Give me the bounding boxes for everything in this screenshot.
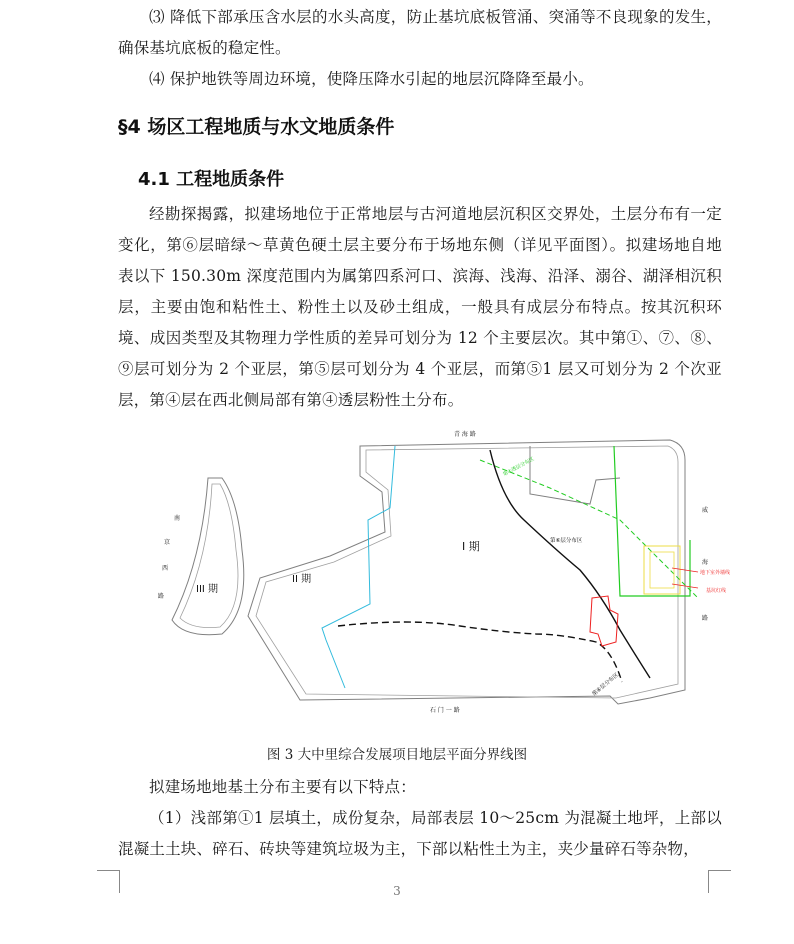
stratum-boundary-map bbox=[150, 420, 750, 740]
paragraph-fill-layer: （1）浅部第①1 层填土，成份复杂，局部表层 10～25cm 为混凝土地坪，上部以混凝土土块、碎石、砖块等建筑垃圾为主，下部以粘性土为主，夹少量碎石等杂物， bbox=[118, 809, 722, 858]
zone-label-south: 第⑥层分布区 bbox=[591, 672, 621, 698]
subsection-title: 4.1 工程地质条件 bbox=[138, 169, 285, 190]
road-west-1: 南 bbox=[174, 515, 181, 522]
section-title: §4 场区工程地质与水文地质条件 bbox=[118, 116, 395, 138]
zone-label: 第⑥层分布区 bbox=[550, 538, 583, 544]
phase-3-inner-outline bbox=[180, 484, 238, 628]
road-west-4: 路 bbox=[158, 593, 165, 600]
phase-3-label: III 期 bbox=[196, 584, 219, 595]
page-number: 3 bbox=[393, 884, 401, 898]
paragraph-features: 拟建场地地基土分布主要有以下特点： bbox=[149, 778, 416, 796]
yellow-building-inner bbox=[650, 552, 674, 588]
road-east-3: 路 bbox=[702, 615, 709, 622]
yellow-building bbox=[644, 546, 680, 594]
zone-boundary-dashed bbox=[338, 622, 622, 682]
site-inner-outline bbox=[256, 446, 678, 698]
phase-2-label: II 期 bbox=[292, 574, 312, 585]
site-notch bbox=[530, 446, 620, 504]
red-label-1: 地下室外墙线 bbox=[700, 570, 731, 576]
paragraph-item-3: ⑶ 降低下部承压含水层的水头高度，防止基坑底板管涌、突涌等不良现象的发生，确保基坑底板的稳定性。 bbox=[118, 8, 722, 57]
road-west-3: 西 bbox=[162, 565, 169, 572]
road-south-label: 石 门 一 路 bbox=[430, 707, 460, 714]
phase-1-label: I 期 bbox=[462, 540, 480, 553]
red-label-2: 基坑红线 bbox=[706, 588, 727, 594]
road-west-2: 京 bbox=[164, 539, 171, 546]
green-zone-label: 第④透层分布区 bbox=[502, 456, 536, 478]
road-east-2: 海 bbox=[702, 559, 709, 566]
zone-boundary-line bbox=[490, 450, 650, 678]
green-zone-line bbox=[480, 460, 698, 598]
phase-boundary-cyan bbox=[322, 446, 395, 688]
paragraph-item-4: ⑷ 保护地铁等周边环境，使降压降水引起的地层沉降降至最小。 bbox=[149, 70, 594, 88]
paragraph-geology: 经勘探揭露，拟建场地位于正常地层与古河道地层沉积区交界处，土层分布有一定变化，第⑥层暗绿～草黄色硬土层主要分布于场地东侧（详见平面图）。拟建场地自地表以下 150.30m 深度范围内为属第四系河口、滨海、浅海、沿泽、溺谷、湖泽相沉积层，主要由饱和粘性土、粉性土以及砂土组成，一般具有成层分布特点。按其沉积环境、成因类型及其物理力学性质的差异可划分为 12 个主要层次。其中第①、⑦、⑧、⑨层可划分为 2 个亚层，第⑤层可划分为 4 个亚层，而第⑤1 层又可划分为 2 个次亚层，第④层在西北侧局部有第④透层粉性土分布。 bbox=[118, 205, 722, 409]
green-boundary bbox=[614, 446, 690, 596]
road-east-1: 威 bbox=[702, 507, 709, 514]
road-north-label: 青 海 路 bbox=[454, 431, 476, 438]
figure-caption: 图 3 大中里综合发展项目地层平面分界线图 bbox=[266, 747, 528, 763]
